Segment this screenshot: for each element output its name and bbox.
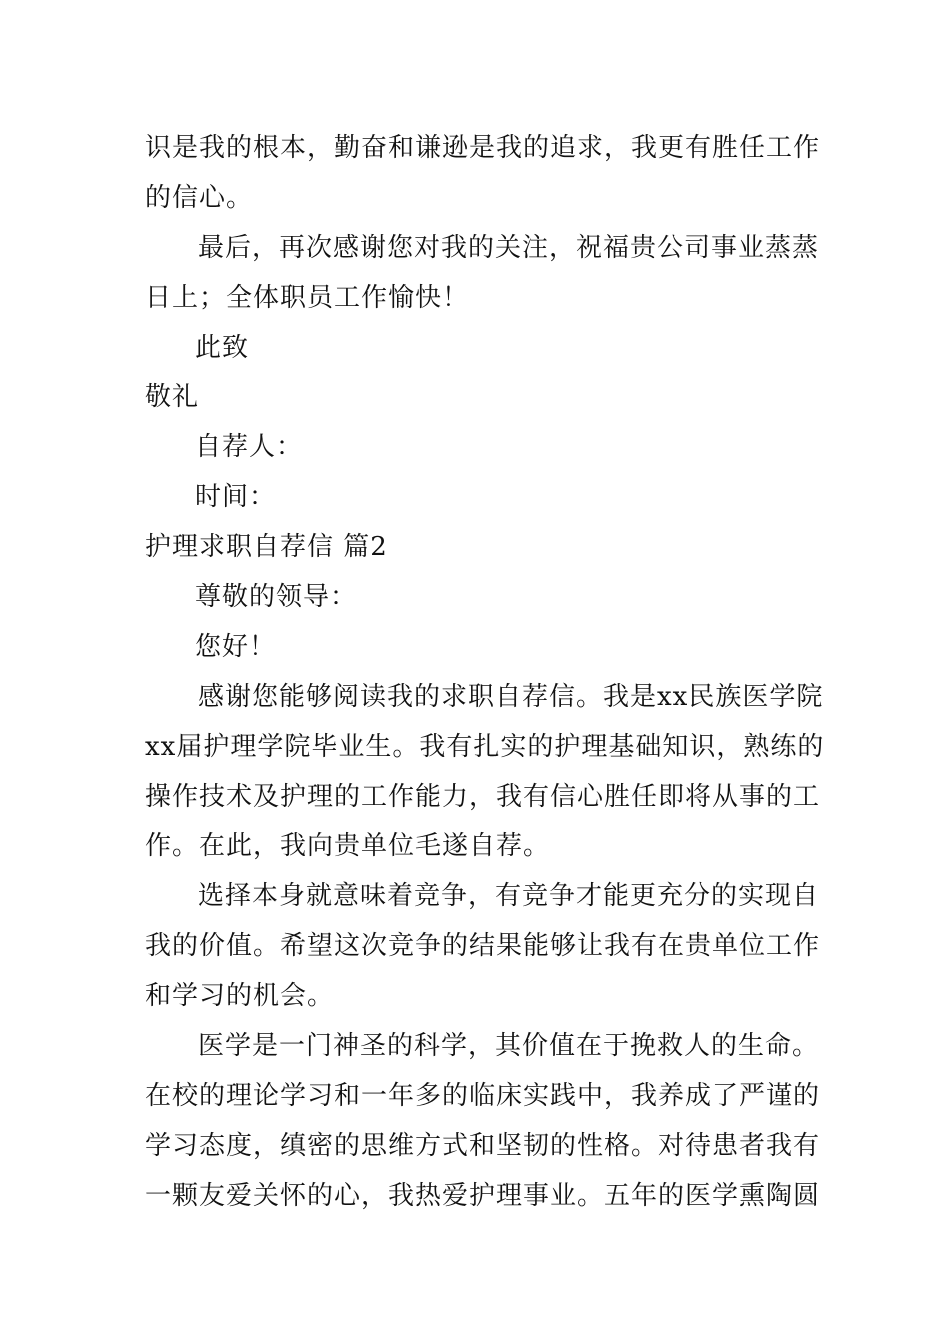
text-line: 我的价值。希望这次竞争的结果能够让我有在贵单位工作 [145, 931, 821, 961]
text-line: 识是我的根本，勤奋和谦逊是我的追求，我更有胜任工作 [145, 133, 821, 163]
text-line: 的信心。 [145, 183, 254, 213]
closing-salutation: 敬礼 [145, 382, 200, 412]
section-heading: 护理求职自荐信 篇2 [145, 532, 388, 562]
text-line: 最后，再次感谢您对我的关注，祝福贵公司事业蒸蒸 [198, 233, 820, 263]
text-line: 作。在此，我向贵单位毛遂自荐。 [145, 831, 551, 861]
signature-label: 自荐人： [195, 432, 304, 462]
greeting-line: 您好！ [195, 632, 277, 662]
text-line: 日上；全体职员工作愉快！ [145, 283, 470, 313]
text-line: 选择本身就意味着竞争，有竞争才能更充分的实现自 [198, 881, 820, 911]
text-line: 医学是一门神圣的科学，其价值在于挽救人的生命。 [198, 1031, 820, 1061]
text-line: xx届护理学院毕业生。我有扎实的护理基础知识，熟练的 [145, 732, 825, 762]
text-line: 感谢您能够阅读我的求职自荐信。我是xx民族医学院 [198, 682, 824, 712]
text-line: 一颗友爱关怀的心，我热爱护理事业。五年的医学熏陶圆 [145, 1181, 821, 1211]
greeting-line: 尊敬的领导： [195, 582, 358, 612]
text-line: 在校的理论学习和一年多的临床实践中，我养成了严谨的 [145, 1081, 821, 1111]
text-line: 和学习的机会。 [145, 981, 335, 1011]
text-line: 操作技术及护理的工作能力，我有信心胜任即将从事的工 [145, 782, 821, 812]
closing-line: 此致 [195, 333, 250, 363]
text-line: 学习态度，缜密的思维方式和坚韧的性格。对待患者我有 [145, 1131, 821, 1161]
date-label: 时间： [195, 482, 277, 512]
